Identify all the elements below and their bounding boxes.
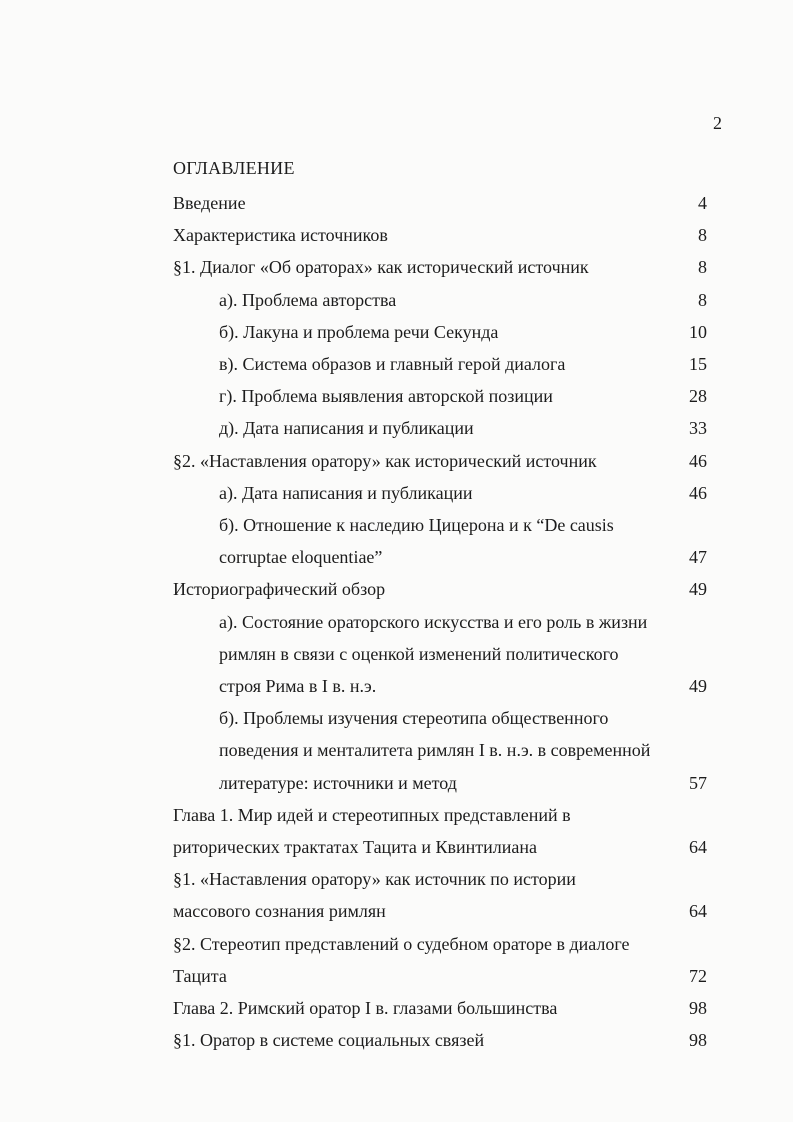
toc-entry-page: 98 bbox=[689, 998, 707, 1019]
toc-entry-title: г). Проблема выявления авторской позиции bbox=[219, 386, 553, 407]
toc-entry bbox=[0, 316, 793, 348]
toc-entry-page: 46 bbox=[689, 450, 707, 471]
toc-entry-title: б). Лакуна и проблема речи Секунда bbox=[219, 321, 499, 342]
toc-entry-page: 98 bbox=[689, 1030, 707, 1051]
toc-entry bbox=[0, 284, 793, 316]
toc-entry-page: 47 bbox=[689, 547, 707, 568]
toc-entry bbox=[0, 992, 793, 1024]
toc-entry-title: Тацита bbox=[173, 965, 227, 986]
toc-entry bbox=[0, 863, 793, 927]
toc-entry-title: §1. «Наставления оратору» как источник по истории bbox=[173, 869, 576, 890]
toc-entry-title: в). Система образов и главный герой диалога bbox=[219, 354, 566, 375]
toc-entry bbox=[0, 251, 793, 283]
toc-entry-page: 15 bbox=[689, 354, 707, 375]
toc-entry-page: 64 bbox=[689, 901, 707, 922]
toc-entry-page: 49 bbox=[689, 579, 707, 600]
toc-entry-title: §1. Диалог «Об ораторах» как исторический источник bbox=[173, 257, 589, 278]
toc-entry bbox=[0, 348, 793, 380]
toc-entry bbox=[0, 187, 793, 219]
toc-entry-title: а). Дата написания и публикации bbox=[219, 482, 473, 503]
toc-entry-title: §1. Оратор в системе социальных связей bbox=[173, 1030, 485, 1051]
toc-entry-title: Введение bbox=[173, 193, 246, 213]
toc-entry-title: Глава 1. Мир идей и стереотипных представлений в bbox=[173, 804, 571, 825]
toc-entry-title: д). Дата написания и публикации bbox=[219, 418, 474, 439]
toc-entry-page: 8 bbox=[698, 257, 707, 278]
page-number: 2 bbox=[713, 113, 722, 133]
toc-entry-title: а). Проблема авторства bbox=[219, 289, 397, 310]
toc-entry bbox=[0, 606, 793, 703]
toc-entry-page: 33 bbox=[689, 418, 707, 439]
toc-entry-title: Глава 2. Римский оратор I в. глазами большинства bbox=[173, 998, 558, 1019]
toc-entry-title: б). Проблемы изучения стереотипа общественного bbox=[219, 708, 609, 729]
toc-entry-title: а). Состояние ораторского искусства и его роль в жизни bbox=[219, 611, 648, 632]
toc-entry bbox=[0, 412, 793, 444]
toc-entry-title: Характеристика источников bbox=[173, 225, 388, 246]
toc-entry-title: б). Отношение к наследию Цицерона и к “De causis bbox=[219, 515, 614, 536]
toc-entry-title: §2. Стереотип представлений о судебном ораторе в диалоге bbox=[173, 933, 630, 954]
toc-entry-page: 57 bbox=[689, 772, 707, 793]
toc-heading: ОГЛАВЛЕНИЕ bbox=[173, 158, 295, 178]
toc-entry-page: 10 bbox=[689, 321, 707, 342]
toc-entry-title: §2. «Наставления оратору» как исторический источник bbox=[173, 450, 597, 471]
toc-entry-page: 49 bbox=[689, 676, 707, 697]
toc-entry-title: строя Рима в I в. н.э. bbox=[219, 676, 377, 697]
toc-entry bbox=[0, 573, 793, 605]
toc-entry-title: corruptae eloquentiae” bbox=[219, 547, 383, 568]
toc-entry-title: массового сознания римлян bbox=[173, 901, 386, 922]
toc-entry-page: 4 bbox=[698, 193, 707, 213]
toc-entry-title: римлян в связи с оценкой изменений политического bbox=[219, 643, 619, 664]
toc-entry bbox=[0, 1024, 793, 1056]
toc-entry bbox=[0, 509, 793, 573]
toc-entry bbox=[0, 445, 793, 477]
toc-entry-page: 8 bbox=[698, 289, 707, 310]
toc-entry bbox=[0, 799, 793, 863]
toc-entry-title: Историографический обзор bbox=[173, 579, 386, 600]
toc-entry-page: 46 bbox=[689, 482, 707, 503]
toc-entry-title: риторических трактатах Тацита и Квинтилиана bbox=[173, 837, 538, 858]
toc-entry-page: 8 bbox=[698, 225, 707, 246]
toc-entry bbox=[0, 702, 793, 799]
toc-entry-page: 28 bbox=[689, 386, 707, 407]
toc-entry-page: 72 bbox=[689, 965, 707, 986]
toc-entry-page: 64 bbox=[689, 837, 707, 858]
table-of-contents bbox=[0, 187, 793, 1056]
toc-entry bbox=[0, 219, 793, 251]
toc-entry-title: поведения и менталитета римлян I в. н.э. в современной bbox=[219, 740, 651, 761]
toc-entry-title: литературе: источники и метод bbox=[219, 772, 457, 793]
toc-entry bbox=[0, 477, 793, 509]
toc-entry bbox=[0, 928, 793, 992]
toc-entry bbox=[0, 380, 793, 412]
